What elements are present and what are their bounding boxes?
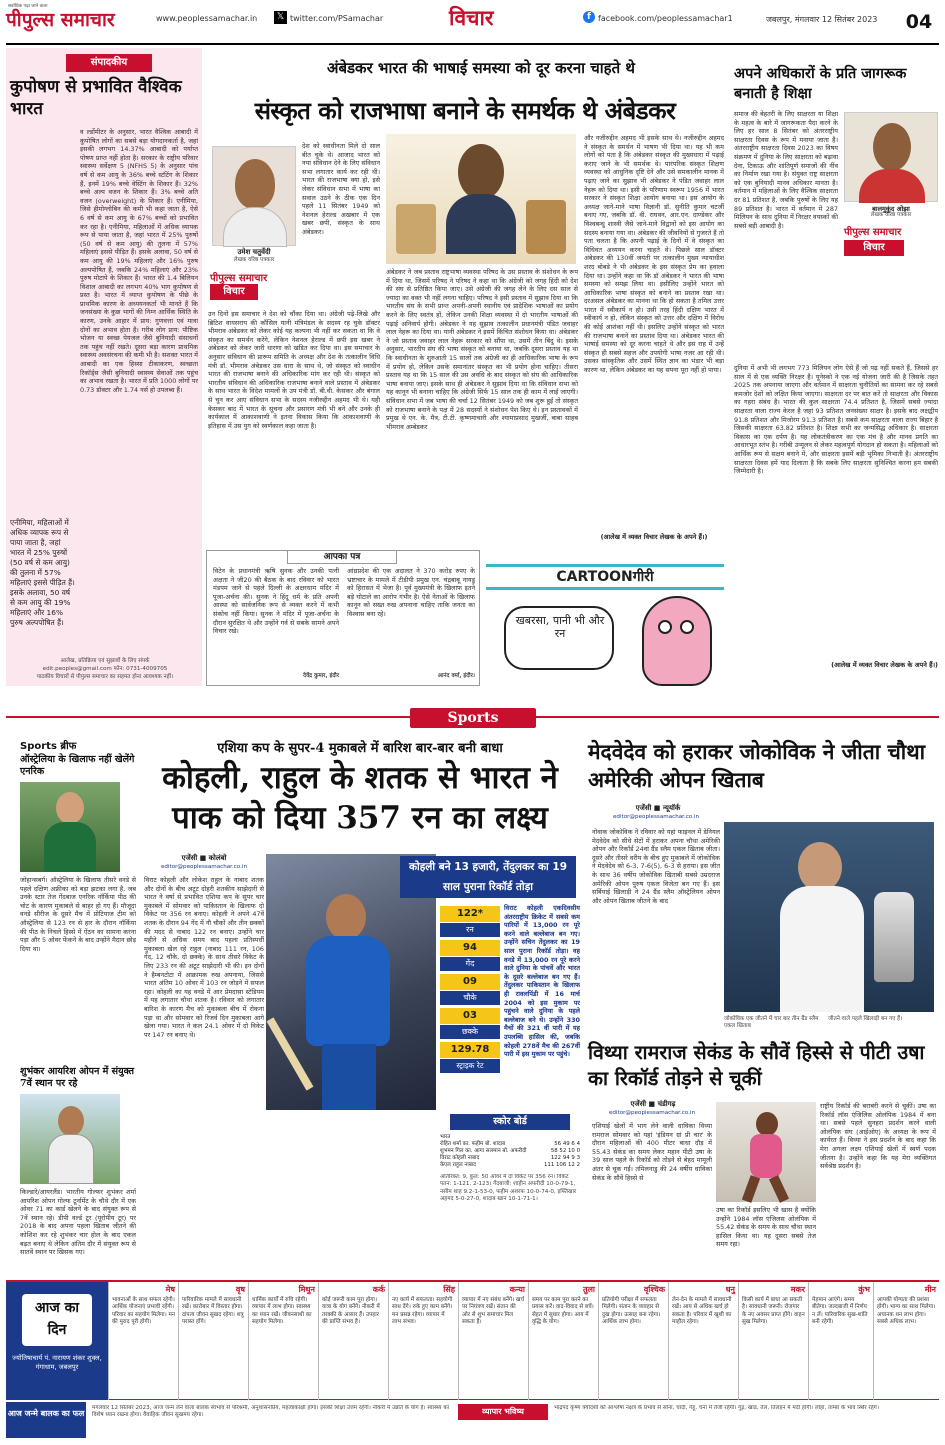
brief-body-2: किल्डारे/आयरलैंड। भारतीय गोल्फर शुभंकर शर्मा आयरिश ओपन गोल्फ टूर्नामेंट के चौथे दौर में एक ओवर 71 का कार्ड खेलने के बाद संयुक्त रूप से 7वें स्थान रहे। डीपी वर्ल्ड टूर (यूरोपीय टूर) पर 2018 के बाद अपना पहला खिताब जीतने की कोशिश कर रहे शुभंकर चार होल के बाद एकल बढ़त बनाए थे लेकिन अंतिम दौर में संयुक्त रूप से सातवें स्थान पर खिसक गए।: [20, 1188, 136, 1257]
side-author-photo: [844, 112, 938, 202]
stat-sixes-label: छक्के: [440, 1025, 500, 1039]
sports-banner: Sports: [410, 708, 536, 728]
cricket-byline: एजेंसी ■ कोलंबो: [181, 854, 227, 862]
scoreboard-row: विराट कोहली नाबाद 122 94 9 3: [440, 1155, 580, 1161]
stat-balls-value: 94: [440, 940, 500, 956]
badge-section: विचार: [210, 284, 258, 300]
letters-col1-sign: देवेंद्र कुमार, इंदौर: [303, 673, 339, 679]
scoreboard-row: भारत: [440, 1134, 451, 1140]
horoscope-signs: [108, 1282, 939, 1400]
kohli-record-text: विराट कोहली एकदिवसीय अंतरराष्ट्रीय क्रिकेट में सबसे कम पारियों में 13,000 रन पूरे करने वाले बल्लेबाज बन गए। उन्होंने सचिन तेंदुलकर का 19 साल पुराना रिकॉर्ड तोड़ा। वह वनडे में 13,000 रन पूरे करने वाले दुनिया के पांचवें और भारत के दूसरे बल्लेबाज बन गए हैं। तेंदुलकर पाकिस्तान के खिलाफ ही रावलपिंडी में 16 मार्च 2004 को इस मुकाम पर पहुंचने वाले दुनिया के पहले बल्लेबाज बने थे। उन्होंने 330 मैचों की 321 वीं पारी में यह उपलब्धि हासिल की, जबकि कोहली 278वें मैच की 267वीं पारी में इस मुकाम पर पहुंचे।: [504, 904, 580, 1059]
horoscope-sign-scorpio: वृश्चिक प्रतियोगी परीक्षा में सफलता मिलेगी। संतान के व्यवहार से दुख होगा। उत्साह बना रहेगा। आर्थिक लाभ होगा।: [598, 1282, 668, 1400]
stat-runs-label: रन: [440, 923, 500, 937]
brief-photo-2: [20, 1094, 120, 1184]
scoreboard-row: शुभमन गिल का. आगा सलमान बो. अफरीदी 58 52 10 0: [440, 1148, 580, 1154]
horoscope-label: [6, 1282, 108, 1400]
tennis-article: [588, 736, 939, 1036]
horoscope-strip: [6, 1280, 939, 1400]
horoscope-sign-pisces: मीन आपकी योग्यता की प्रशंसा होगी। भाग्य का साथ मिलेगा। अचानक धन लाभ होगा। सबसे अधिक लाभ।: [873, 1282, 939, 1400]
horoscope-label-bottom: दिन: [47, 1322, 67, 1338]
tennis-email[interactable]: editor@peoplessamachar.co.in: [612, 814, 700, 820]
astrologer-name: ज्योतिषाचार्य पं. नारायण शंकर शुक्ल, गंगाधाम, जबलपुर: [12, 1354, 102, 1371]
birthday-strip: [6, 1402, 939, 1440]
letters-col1: विटेन के प्रधानमंत्री ऋषि सुनक और उनकी पत्नी अक्षता ने जी20 की बैठक के बाद रविवार को भारत मंडपम जाने से पहले दिल्ली के अक्षरधाम मंदिर में पूजा-अर्चना की। सुनक ने हिंदू धर्म के प्रति अपनी आस्था को सार्वजनिक रूप से व्यक्त करने में कभी संकोच नहीं किया। सुनक ने मंदिर में पूजा-अर्चना के दौरान सुरक्षित थे और उन्होंने गर्व से सबके सामने अपने विचार रखे।: [213, 567, 339, 636]
main-col1b: उन दिनों इस समाचार ने देश को चौंका दिया था। अंग्रेजी पढ़े-लिखे और ब्रिटिश वायसराय की कौंसिल यानी मंत्रिमंडल के सदस्य रह चुके डॉक्टर भीमराव अंबेडकर को लेकर कोई यह कल्पना भी नहीं कर सकता था कि वे संस्कृत का समर्थन करेंगे, लेकिन नेशनल हेराल्ड में छपी इस खबर ने अंबेडकर को लेकर जारी धारणा को खंडित कर दिया था। इस समाचार के अनुसार संविधान की प्रारूप समिति के अध्यक्ष और देश के तत्कालीन विधि मंत्री डॉ. भीमराव अंबेडकर उस धारा के साथ थे, जो संस्कृत को स्वाधीन भारत की राजभाषा बनाने की अधिकारिक मांग कर रही थी। संस्कृत को भारतीय संविधान की अधिकारिक राजभाषा बनाने वाले प्रस्ताव में अंबेडकर के साथ भारत के विदेश मामलों के उप मंत्री डॉ. बी.वी. केसकर और बंगाल से चुन कर आए संविधान सभा के सदस्य नजीरुद्दीन अहमद भी थे। यही केसकर बाद में भारत के सूचना और प्रसारण मंत्री भी बने और उनके ही कार्यकाल में आकाशवाणी ने इतना विकास किया कि आकाशवाणी के इतिहास में उस युग को स्वर्णकाल कहा जाता है।: [208, 310, 380, 430]
side-author-name: बालमुकुंद ओझा: [872, 205, 910, 213]
author-badge: [210, 270, 296, 304]
tennis-caption-1: जोकोविक एक जीतने में चार बार तीन ग्रैंड स्लैम एकल खिताब: [724, 1016, 819, 1030]
tennis-caption-2: जीतने वाले पहले खिलाड़ी बन गए हैं।: [828, 1016, 903, 1022]
stat-fours-value: 09: [440, 974, 500, 990]
masthead-rule: [6, 43, 939, 45]
djokovic-photo: [724, 822, 934, 1012]
tennis-title: मेदवेदेव को हराकर जोकोविक ने जीता चौथा अमेरिकी ओपन खिताब: [588, 739, 926, 792]
side-author-role: लेखक वरिष्ठ पत्रकार: [870, 212, 912, 218]
section-title: विचार: [449, 5, 494, 30]
letters-title: आपका पत्र: [287, 550, 397, 564]
horoscope-label-top: आज का: [35, 1300, 79, 1316]
editorial-footer-1: आलेख, प्रतिक्रिया एवं सुझावों के लिए संपर्क: [60, 658, 150, 664]
badge-logo: पीपुल्स समाचार: [210, 273, 268, 284]
kohli-stats: [440, 906, 500, 1106]
cartoon-character: [642, 596, 712, 686]
side-badge-section: विचार: [844, 240, 904, 256]
author-photo: [212, 146, 296, 246]
athletics-body-2: राष्ट्रीय रिकॉर्ड की बराबरी करने से चूकीं। उषा का रिकॉर्ड लॉस एंजिलिस ओलंपिक 1984 में बना था। सबसे पहले सुनहरा प्रदर्शन करने वाली ओलंपिक संघ (आईओए) के अध्यक्ष के रूप में कार्यरत हैं। विथ्या ने इस प्रदर्शन के बाद कहा कि मेरा अगला लक्ष्य एशियाई खेलों में स्वर्ण पदक जीतना है। उन्होंने कहा कि यह मेरा व्यक्तिगत सर्वश्रेष्ठ प्रदर्शन है।: [820, 1102, 936, 1171]
cricket-title: कोहली, राहुल के शतक से भारत ने पाक को दिया 357 रन का लक्ष्य: [162, 760, 558, 836]
letters-box: [206, 550, 480, 686]
tennis-byline: एजेंसी ■ न्यूयॉर्क: [635, 804, 681, 812]
author-role: लेखक वरिष्ठ पत्रकार: [233, 257, 275, 263]
brief-headline-2: शुभंकर आयरिश ओपन में संयुक्त 7वें स्थान पर रहे: [20, 1066, 135, 1089]
side-badge-logo: पीपुल्स समाचार: [844, 227, 902, 238]
athletics-article: [588, 1038, 939, 1272]
horoscope-sign-capricorn: मकर किसी कार्य में बाधा आ सकती है। सावधानी जरूरी। रोजगार के नए अवसर प्राप्त होंगे। वाहन सुख मिलेगा।: [738, 1282, 808, 1400]
side-disclaimer: (आलेख में व्यक्त विचार लेखक के अपने हैं।): [831, 661, 938, 669]
cricket-body: विराट कोहली और लोकेश राहुल के नाबाद शतक और दोनों के बीच अटूट दोहरी शतकीय साझेदारी से भारत ने वर्षा से प्रभावित एशिया कप के सुपर चार मुकाबले में सोमवार को पाकिस्तान के खिलाफ दो विकेट पर 356 रन बनाए। कोहली ने अपने 47वें शतक के दौरान 94 गेंद में नौ चौकों और तीन छक्कों की मदद से नाबाद 122 रन बनाए। उन्होंने चार महीने से अधिक समय बाद पहला प्रतिस्पर्धी मुकाबला खेल रहे राहुल (नाबाद 111 रन, 106 गेंद, 12 चौके, दो छक्के) के साथ तीसरे विकेट के लिए 233 रन की अटूट साझेदारी भी की। इन दोनों ने हैम्बनटोटा में आक्रामक रुख अपनाया, जिससे भारत अंतिम 10 ओवर में 103 रन जोड़ने में सफल रहा। कोहली का यह वनडे में आर प्रेमदासा स्टेडियम में यह लगातार चौथा शतक है। रविवार को लगातार बारिश के कारण मैच को मुकाबला बीच में रोकना पड़ा था और सोमवार को रिजर्व दिन मुकाबला आगे खेला गया। भारत ने कल 24.1 ओवर में दो विकेट पर 147 रन बनाए थे।: [144, 876, 264, 1039]
ambedkar-illustration: [386, 134, 576, 264]
horoscope-sign-libra: तुला समय पर काम पूरा करने का प्रयास करें। वाद-विवाद से बचें। सेहत में सुधार होगा। आय में वृद्धि के योग।: [528, 1282, 598, 1400]
cartoon-box: [486, 550, 726, 686]
main-kicker: अंबेडकर भारत की भाषाई समस्या को दूर करना चाहते थे: [327, 59, 635, 77]
market-text: भाद्रपद कृष्ण त्रयोदशी को आश्लेषा नक्षत्र के प्रभाव से सोना, चांदी, गेहूं, चना में तेजी रहेगी। गुड़, खांड, तेल, तिलहन में मंदी होगी। लोहा, ताम्बा के भाव स्थिर रहेंगे।: [554, 1405, 879, 1411]
page-number: 04: [905, 11, 933, 33]
main-col3: और नजीरुद्दीन अहमद भी इसके साथ थे। नजीरुद्दीन अहमद ने संस्कृत के समर्थन में भाषण भी दिया था। यह भी कम लोगों को पता है कि अंबेडकर संस्कृत की मुख्यधारा में पढ़ाई कराए जाने के भी समर्थक थे। पारंपरिक संस्कृत शिक्षण व्यवस्था को आधुनिक दृष्टि देने और उसे समकालीन मानक में पढ़ाए जाने का सुझाव भी अंबेडकर ने पंडित जवाहर लाल नेहरू को दिया था। इसी के परिणाम स्वरूप 1956 में भारत सरकार ने संस्कृत शिक्षा आयोग बनाया था। इस आयोग के अध्यक्ष जाने-माने भाषा विज्ञानी डॉ. सुनीति कुमार चटर्जी बनाए गए, जबकि डॉ. वी. राघवन, आर.एन. दाण्डेकर और विश्वबन्धु शास्त्री जैसे जाने-माने विद्वानों को इस आयोग का सदस्य बनाया गया था। अंबेडकर की जीवनियों से गुजरते हैं तो पता चलता है कि अपनी पढ़ाई के दिनों में वे संस्कृत का विधिवत अध्ययन करना चाहते थे। पिछले साल डॉक्टर अंबेडकर की 130वीं जयंती पर तत्कालीन मुख्य न्यायाधीश शरद बोबडे ने भी अंबेडकर के इस संस्कृत प्रेम का हवाला दिया था। उन्होंने कहा था कि डॉ अंबेडकर ने भारत की भाषा समस्या को समझ लिया था। इसीलिए उन्होंने भारत को आधिकारिक भाषा संस्कृत को बनाने का प्रस्ताव रखा था। दरअसल अंबेडकर का मानना था कि हो सकता है तमिल उत्तर भारत में स्वीकार्य न हो। उसी तरह हिंदी दक्षिण भारत में स्वीकार्य न हो, लेकिन संस्कृत को उत्तर और दक्षिण में विरोध की कोई आशंका नहीं थी। इसलिए उन्होंने संस्कृत को भारत की राजभाषा बनाने का प्रस्ताव दिया था। अंबेडकर भारत की भाषाई समस्या को दूर करना चाहते थे और इस राह में उन्हें संस्कृत ही सबसे सहज और उपयोगी भाषा नजर आ रही थी। उसका सांस्कृतिक और उसमें स्थित ज्ञान का भंडार भी बड़ा कारण था, लेकिन अंबेडकर का यह सपना पूरा नहीं हो पाया।: [584, 134, 724, 375]
horoscope-sign-taurus: वृष पारिवारिक मामले में सावधानी रखें। कारोबार में विस्तार होगा। दांपत्य जीवन सुखद रहेगा। शत्रु परास्त होंगे।: [178, 1282, 248, 1400]
cartoon-title: CARTOONगीरी: [486, 564, 724, 590]
brief-body-1: जोहान्सबर्ग। ऑस्ट्रेलिया के खिलाफ तीसरे वनडे से पहले दक्षिण अफ्रीका को बड़ा झटका लगा है, जब उनके स्टार तेज गेंदबाज एनरिक नॉर्किया पीठ की चोट के कारण मुकाबले से बाहर हो गए हैं। मौजूदा वनडे सीरीज के दूसरे मैच में प्रोटियाज टीम को ऑस्ट्रेलिया से 123 रन से हार के दौरान नॉर्किया की पीठ के निचले हिस्से में ऐंठन का सामना करना पड़ा और 5 ओवर फेंकने के बाद उन्होंने मैदान छोड़ दिया था।: [20, 876, 136, 953]
twitter-link[interactable]: twitter.com/PSamachar: [290, 14, 384, 23]
dateline: जबलपुर, मंगलवार 12 सितंबर 2023: [766, 15, 878, 24]
birthday-label: आज जन्मे बालक का फल: [6, 1402, 86, 1438]
birthday-text: मंगलवार 12 सितंबर 2023, आज जन्म लेने वाला बालक स्वभाव से परिश्रमी, अनुशासनप्रिय, महत्वाकांक्षी होगा। इसकी शिक्षा उत्तम रहेगी। नौकरी में उन्नति के योग हैं। स्वास्थ्य का विशेष ध्यान रखना होगा। वैवाहिक जीवन सुखमय रहेगा।: [92, 1405, 450, 1419]
letters-col2: आंध्रप्रदेश की एक अदालत ने 370 करोड़ रुपए के भ्रष्टाचार के मामले में टीडीपी प्रमुख एन. चंद्रबाबू नायडू को हिरासत में भेजा है। पूर्व मुख्यमंत्री के खिलाफ इतने बड़े घोटाले का आरोप गंभीर है। ऐसे नेताओं के खिलाफ कानून को सख्त रुख अपनाना चाहिए ताकि जनता का विश्वास बना रहे।: [347, 567, 475, 618]
horoscope-sign-leo: सिंह नए कार्य में सफलता। सहयोगी साथ देंगे। रुके हुए काम बनेंगे। मन प्रसन्न रहेगा। व्यापार में लाभ संभव।: [388, 1282, 458, 1400]
editorial-title: कुपोषण से प्रभावित वैश्विक भारत: [10, 77, 182, 119]
stat-balls-label: गेंद: [440, 957, 500, 971]
stat-sixes-value: 03: [440, 1008, 500, 1024]
main-article: [206, 48, 724, 548]
brief-logo: Sports ब्रीफ: [20, 741, 77, 752]
editorial-pull-quote: एनीमिया, महिलाओं में अधिक व्यापक रूप से पाया जाता है, जहां भारत में 25% पुरुषों (50 वर्ष से कम आयु) की तुलना में 57% महिलाएं इससे पीड़ित हैं। इसके अलावा, 50 वर्ष से कम आयु की 19% महिलाएं और 16% पुरुष अल्पपोषित हैं।: [10, 518, 75, 627]
main-disclaimer: (आलेख में व्यक्त विचार लेखक के अपने हैं।): [600, 533, 708, 541]
letters-col2-sign: आनंद वर्मा, इंदौर।: [437, 673, 475, 679]
athletics-email[interactable]: editor@peoplessamachar.co.in: [608, 1110, 696, 1116]
editorial-footer-3: पाठकीय विचारों से पीपुल्स समाचार का सहमत होना आवश्यक नहीं।: [36, 674, 174, 680]
sports-brief: [6, 736, 136, 1272]
editorial-column: [6, 48, 202, 686]
scoreboard-row: केएल राहुल नाबाद 111 106 12 2: [440, 1162, 580, 1168]
stat-runs-value: 122*: [440, 906, 500, 922]
vithya-photo: [716, 1102, 816, 1202]
athletics-byline: एजेंसी ■ चंडीगढ़: [630, 1100, 676, 1108]
facebook-link[interactable]: facebook.com/peoplessamachar1: [598, 14, 733, 23]
brief-headline-1: ऑस्ट्रेलिया के खिलाफ नहीं खेलेंगे एनरिक: [20, 754, 135, 777]
masthead-logo: पीपुल्स समाचार: [6, 9, 115, 31]
athletics-body: एशियाई खेलों में भाग लेने वाली धाविका विथ्या रामराज सोमवार को यहां 'इंडियन ग्रां प्री चार' के दौरान महिलाओं की 400 मीटर बाधा दौड़ में 55.43 सेकंड का समय लेकर महान पीटी उषा के 39 साल पहले के रिकॉर्ड को तोड़ने से बेहद मामूली अंतर से चूक गईं। तमिलनाडु की 24 वर्षीय धाविका सेकंड के सौवें हिस्से से: [592, 1122, 712, 1182]
masthead: [6, 4, 939, 44]
stat-fours-label: चौके: [440, 991, 500, 1005]
cricket-email[interactable]: editor@peoplessamachar.co.in: [160, 864, 248, 870]
horoscope-sign-sagittarius: धनु लेन-देन के मामले में सावधानी रखें। आय से अधिक खर्च हो सकता है। परिवार में खुशी का माहौल रहेगा।: [668, 1282, 738, 1400]
market-label: व्यापार भविष्य: [458, 1404, 548, 1420]
athletics-caption: उषा का रिकॉर्ड इसलिए भी खास है क्योंकि उन्होंने 1984 लॉस एंजिलस ओलंपिक में 55.42 सेकंड के समय के साथ चौथा स्थान हासिल किया था। यह दूसरा सबसे तेज समय रहा।: [716, 1206, 816, 1249]
horoscope-sign-gemini: मिथुन धार्मिक कार्यों में रुचि रहेगी। व्यापार में लाभ होगा। स्वास्थ्य का ध्यान रखें। जीवनसाथी का सहयोग मिलेगा।: [248, 1282, 318, 1400]
cricket-article: [140, 736, 580, 1272]
scoreboard-row: रोहित शर्मा का. फहीम बो. शादाब 56 49 6 4: [440, 1141, 580, 1147]
cartoon-speech: खबरसा, पानी भी और रन: [515, 614, 605, 640]
horoscope-sign-aries: मेष भावनाओं के साथ सफल रहेगी। आर्थिक योजनाएं प्रभावी रहेंगी। परिवार का सहयोग मिलेगा। मन की मुराद पूरी होगी।: [108, 1282, 178, 1400]
athletics-title: विथ्या रामराज सेकंड के सौवें हिस्से से पीटी उषा का रिकॉर्ड तोड़ने से चूकीं: [588, 1041, 925, 1090]
scoreboard: [440, 1114, 580, 1272]
author-name: उमेश चतुर्वेदी: [237, 248, 271, 256]
editorial-footer-2[interactable]: edit.peoples@gmail.com फोन: 0731-4009705: [42, 666, 168, 672]
horoscope-sign-cancer: कर्क कोई जरूरी काम पूरा होगा। यात्रा के योग बनेंगे। नौकरी में तरक्की के आसार हैं। उपहार की प्राप्ति संभव है।: [318, 1282, 388, 1400]
scoreboard-extra: अतिरिक्त: 9, कुल: 50 ओवर में दो विकेट पर 356 रन। विकेट पतन: 1-121, 2-123। गेंदबाजी: शाहीन अफरीदी 10-0-79-1, नसीम शाह 9.2-1-53-0, फहीम अशरफ 10-0-74-0, इफ्तिखार अहमद 5-0-27-0, शादाब खान 10-1-71-1।: [440, 1174, 577, 1203]
main-col2: अंबेडकर ने जब प्रस्ताव राष्ट्रभाषा व्यवस्था परिषद के उस प्रस्ताव के संशोधन के रूप में दिया था, जिसमें परिषद ने परिषद ने कहा था कि अंग्रेजी को जगह हिंदी को देश की संघ से प्रतिष्ठित किया जाए। उसे अंग्रेजी की जगह लेने के लिए दस साल से ज्यादा का वक्त भी नहीं लगना चाहिए। परिषद ने इसी प्रस्ताव में सुझाव दिया था कि भारतीय संघ के सभी प्रान्त अपनी-अपनी स्थानीय एवं प्रादेशिक भाषाओं का प्रयोग करने के लिए स्वतंत्र हों, लेकिन उनकी शिक्षा व्यवस्था में दो भारतीय भाषाओं की पढ़ाई अनिवार्य होगी। अंबेडकर ने यह सुझाव तत्कालीन प्रधानमंत्री पंडित जवाहर लाल नेहरू का दिया था। यानी अंबेडकर ने इसमें किंचित संशोधन किया था। अंबेडकर ने जो प्रस्ताव जवाहर लाल नेहरू सरकार को सौंपा था, उसमें तीन बिंदु थे। इसके अनुसार, भारतीय संघ की भाषा संस्कृत को बनाया था, जबकि दूसरा प्रस्ताव यह था कि स्वाधीनता के शुरुआती 15 सालों तक अंग्रेजी का ही आधिकारिक भाषा के रूप में प्रयोग हो, लेकिन उसके समानांतर संस्कृत का भी प्रयोग होना चाहिए। तीसरा प्रस्ताव यह था कि 15 साल की उस अवधि के बाद संस्कृत को संघ की आधिकारिक भाषा बनाया जाए। इसके साथ ही अंबेडकर ने सुझाव दिया था कि संविधान सभा को यह कानून भी बनाना चाहिए कि अंग्रेजी सिर्फ 15 साल तक ही काम में लाई जाएगी। संविधान सभा में जब भाषा की चर्चा 12 सितंबर 1949 को जब शुरू हुई तो संस्कृत को राजभाषा बनाने के पक्ष में 28 सदस्यों ने संशोधन पेश किए थे। इन प्रस्तावकों में प्रमुख थे एन. के. मैत्र, टी.टी. कृष्णमाचारी और श्यामाप्रसाद मुखर्जी, बाबा साहब भीमराव अम्बेडकर: [386, 268, 578, 431]
main-title: संस्कृत को राजभाषा बनाने के समर्थक थे अंबेडकर: [254, 96, 676, 125]
editorial-tag: संपादकीय: [66, 54, 152, 72]
kohli-photo-caption: कोहली बने 13 हजारी, तेंदुलकर का 19 साल पुराना रिकॉर्ड तोड़ा: [400, 856, 576, 898]
side-title: अपने अधिकारों के प्रति जागरूक बनाती है शिक्षा: [734, 65, 907, 102]
stat-strike-rate-label: स्ट्राइक रेट: [440, 1059, 500, 1073]
side-body1: समाज की बेहतरी के लिए साक्षरता या शिक्षा के महत्व के बारे में जागरूकता पैदा करने के लिए हर साल 8 सितंबर को अंतरराष्ट्रीय साक्षरता दिवस के रूप में मनाया जाता है। अंतरराष्ट्रीय साक्षरता दिवस 2023 का विषय संक्रमण में दुनिया के लिए साक्षरता को बढ़ावा देना, टिकाऊ और शांतिपूर्ण समाजों की नींव का निर्माण रखा गया है। संयुक्त राष्ट्र साक्षरता को एक बुनियादी मानव अधिकार मानता है। वर्तमान में महिलाओं के लिए वैश्विक साक्षरता दर 81 प्रतिशत है, जबकि पुरुषों के लिए यह 89 प्रतिशत है। भारत में वर्तमान में 287 मिलियन के साथ दुनिया में निरक्षर वयस्कों की सबसे बड़ी आबादी है।: [734, 110, 838, 230]
horoscope-sign-aquarius: कुंभ मेहमान आएंगे। समय बीतेगा। जल्दबाजी में निर्णय न लें। पारिवारिक सुख-शांति बनी रहेगी।: [808, 1282, 873, 1400]
stat-strike-rate-value: 129.78: [440, 1042, 500, 1058]
scoreboard-title: स्कोर बोर्ड: [450, 1114, 570, 1130]
twitter-icon: 𝕏: [274, 11, 287, 24]
side-body2: दुनिया में अभी भी लगभग 773 मिलियन लोग ऐसे हैं जो पढ़ नहीं सकते हैं, जिससे हर साल में से एक व्यक्ति निरक्षर है। यूनेस्को ने एक नई योजना जारी की है जिसके तहत 2025 तक अपनाया जाएगा और वर्तमान में साक्षरता चुनौतियों का सामना कर रहे सबसे कमजोर देशों को लक्षित किया जाएगा। साक्षरता दर पर बात करें तो साक्षरता और विकास का गहरा संबंध है। भारत की कुल साक्षरता 74.4 प्रतिशत है, जिसमें सबसे ज्यादा साक्षरता वाला राज्य केरल है जहां 93 प्रतिशत जनसंख्या साक्षर है। इसके बाद लक्षद्वीप 91.8 प्रतिशत और मिजोरम 91.3 प्रतिशत है। सबसे कम साक्षरता वाला राज्य बिहार है जिसकी साक्षरता 63.82 प्रतिशत है। शिक्षा सभी का जन्मसिद्ध अधिकार है। साक्षरता विकास का एक दर्पण है। यह लोकतंत्रीकरण का एक मंच है और मानव प्रगति का आधारभूत स्तंभ है। गरीबी उन्मूलन से लेकर महत्वपूर्ण योगदान हो सकता है। महिलाओं को आर्थिक रूप से सक्षम बनाने में, और साक्षरता इसमें बड़ी भूमिका निभाती है। अंतरराष्ट्रीय साक्षरता दिवस हमें याद दिलाता है कि सबके लिए साक्षरता सुनिश्चित करना हम सबकी जिम्मेदारी है।: [734, 364, 938, 476]
main-col1: देश को स्वाधीनता मिले दो साल बीत चुके थे। आजाद भारत को नया संविधान देने के लिए संविधान सभा लगातार कार्य कर रही थी। भारत की राजभाषा क्या हो, इसे लेकर संविधान सभा में भाषा का सवाल उठने के ठीक एक दिन पहले 11 सितंबर 1949 को नेशनल हेराल्ड अखबार में एक खबर छपी, संस्कृत के साथ अंबेडकर।: [302, 142, 380, 236]
cricket-kicker: एशिया कप के सुपर-4 मुकाबले में बारिश बार-बार बनी बाधा: [217, 741, 503, 756]
brief-photo-1: [20, 782, 120, 872]
horoscope-sign-virgo: कन्या व्यापार में नए संबंध बनेंगे। खर्च पर नियंत्रण रखें। संतान की ओर से शुभ समाचार मिल सकता है।: [458, 1282, 528, 1400]
side-article: [730, 48, 939, 686]
editorial-body: व र्ल्डोमीटर के अनुसार, भारत वैश्विक आबादी में कुपोषित लोगों का सबसे बड़ा योगदानकर्ता है, जहां इसकी लगभग 14.37% आबादी को पर्याप्त पोषण प्राप्त नहीं होता है। सरकार के राष्ट्रीय परिवार स्वास्थ्य सर्वेक्षण 5 (NFHS 5) के अनुसार पांच वर्ष से कम आयु के 36% बच्चे स्टंटिंग के शिकार हैं, इनमें 19% बच्चे वेस्टिंग के शिकार हैं। 32% बच्चे अल्प वजन के शिकार हैं। 3% बच्चे अति वजन (overweight) के शिकार हैं। एनीमिया, जिसे हीमोग्लोबिन की कमी भी कहा जाता है, ऐसे 6 वर्ष से कम आयु के 67% बच्चों को प्रभावित कर रहा है। एनीमिया, महिलाओं में अधिक व्यापक रूप से पाया जाता है, जहां भारत में 25% पुरुषों (50 वर्ष से कम आयु) की तुलना में 57% महिलाएं इससे पीड़ित हैं। इसके अलावा, 50 वर्ष से कम आयु की 19% महिलाएं और 16% पुरुष अल्पपोषित हैं, जबकि 24% महिलाएं और 23% पुरुष मोटापे के शिकार हैं। भारत की 1.4 बिलियन विशाल आबादी का लगभग 40% भाग कुपोषण से प्रस्त है। भारत में व्याप्त कुपोषण के पीछे के प्राथमिक कारण के अध्ययनकर्ता भी मानते हैं कि जनसंख्या के कुछ भागों की निम्न आर्थिक स्थिति के कारण, उनके आहार में प्राय: गुणवत्ता एवं मात्रा दोनों का अभाव होता है। गरीब लोग प्राय: पौष्टिक भोजन या स्वच्छ पेयजल जैसे बुनियादी संसाधनों तक पहुंच नहीं रखते। दूसरा बड़ा कारण प्राथमिक स्वास्थ्य अवसंरचना की कमी भी है। सशक्त भारत में आबादी का एक हिस्सा टीकाकरण, स्वच्छता रिकॉर्ड्स जैसी बुनियादी स्वास्थ्य सेवाओं तक पहुंच का अभाव रखता है। भारत में प्रति 1000 लोगों पर 0.73 डॉक्टर और 1.74 नर्स हो उपलब्ध हैं।: [80, 128, 198, 394]
side-body1-cont: [844, 260, 938, 360]
masthead-tagline: सर्वाधिक पढ़ा जाने वाला: [8, 4, 48, 9]
website-link[interactable]: www.peoplessamachar.in: [156, 14, 258, 23]
facebook-icon: f: [583, 11, 595, 23]
tennis-body: नोवाक जोकोविक ने रविवार को यहां फाइनल में डेनियल मेदवेदेव को सीधे सेटों में हराकर अपना चौथा अमेरिकी ओपन और रिकॉर्ड 24वां ग्रैंड स्लैम एकल खिताब जीता। दूसरे और तीसरे वरीय के बीच हुए मुकाबले में जोकोविक ने मेदवेदेव को 6-3, 7-6(5), 6-3 से हराया। इस जीत के साथ 36 वर्षीय जोकोविक खिताबी सबसे उम्रदराज अमेरिकी ओपन पुरुष एकल विजेता बन गए हैं। इस सर्बियाई खिलाड़ी ने 24 ग्रैंड स्लैम ऑस्ट्रेलियन ओपन और ओपन खिताब जीतने के बाद: [592, 828, 720, 905]
